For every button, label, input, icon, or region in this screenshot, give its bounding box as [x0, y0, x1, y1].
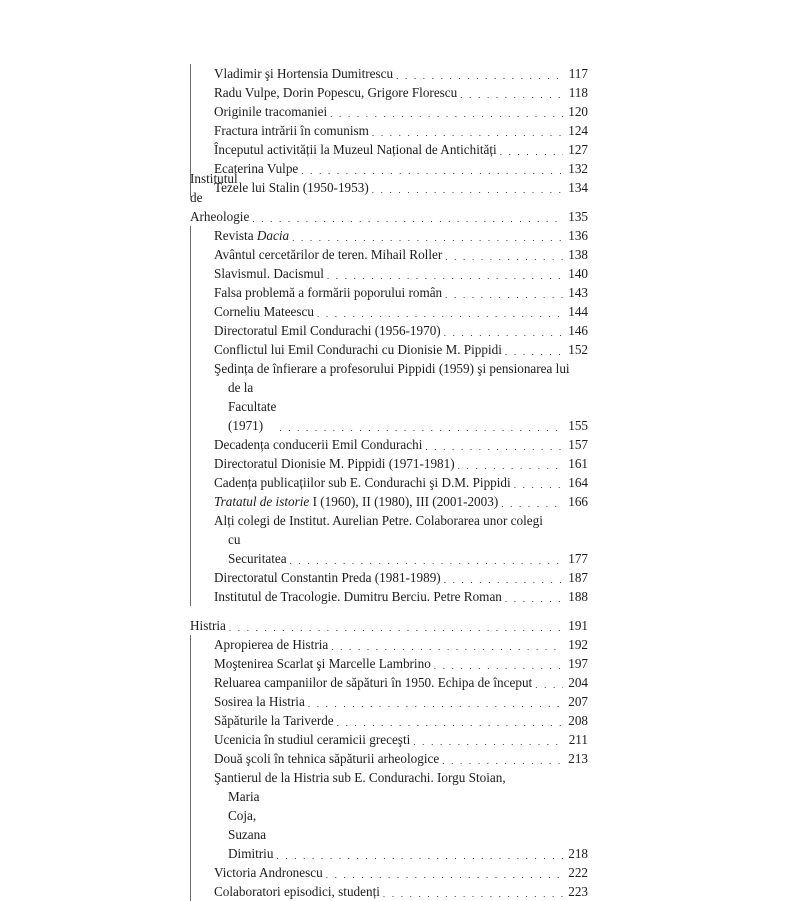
toc-page-number: 146	[568, 323, 588, 338]
toc-entry-title	[214, 635, 328, 654]
toc-entry-title-line: Directoratul Constantin Preda (1981-1989)	[214, 570, 441, 585]
dot-leader	[458, 463, 563, 469]
toc-entry-title-line: Radu Vulpe, Dorin Popescu, Grigore Florescu	[214, 85, 458, 100]
dot-leader	[505, 596, 563, 602]
title-rest: I (1960), II (1980), III (2001-2003)	[309, 494, 499, 509]
toc-page-number: 166	[568, 494, 588, 509]
toc-entry[interactable]	[214, 768, 588, 863]
toc-page-number: 161	[568, 456, 588, 471]
toc-entry-title-line: Reluarea campaniilor de săpături în 1950. Echipa de început	[214, 675, 533, 690]
toc-entry[interactable]	[214, 359, 588, 435]
toc-entry-title	[214, 711, 334, 730]
toc-entry-title-line: Şedința de înfierare a profesorului Pippidi (1959) şi pensionarea lui	[214, 361, 570, 376]
toc-entry-title	[214, 692, 305, 711]
toc-page-number: 207	[568, 694, 588, 709]
toc-page-number: 177	[568, 551, 588, 566]
toc-entry-title-line	[214, 492, 498, 511]
dot-leader	[514, 482, 563, 488]
toc-entry-title-line: Slavismul. Dacismul	[214, 266, 324, 281]
toc-entry[interactable]	[214, 749, 588, 768]
toc-page-number: 223	[568, 884, 588, 899]
toc-group-3	[190, 635, 588, 901]
toc-entry[interactable]	[214, 568, 588, 587]
toc-page-number: 204	[568, 675, 588, 690]
dot-leader	[327, 273, 563, 279]
toc-page-number: 143	[568, 285, 588, 300]
toc-entry-title	[214, 473, 511, 492]
toc-entry-title-line: Originile tracomaniei	[214, 104, 328, 119]
dot-leader	[372, 130, 563, 136]
dot-leader	[279, 425, 563, 431]
toc-entry[interactable]	[214, 245, 588, 264]
dot-leader	[500, 149, 563, 155]
toc-entry[interactable]	[214, 140, 588, 159]
toc-page-number: 187	[568, 570, 588, 585]
toc-page-number: 188	[568, 589, 588, 604]
toc-group-2	[190, 226, 588, 606]
toc-entry-title-line: Avântul cercetărilor de teren. Mihail Roller	[214, 247, 443, 262]
dot-leader	[505, 349, 563, 355]
toc-section-title: Institutul de Arheologie	[190, 171, 250, 224]
toc-entry[interactable]	[214, 863, 588, 882]
toc-entry-title	[214, 492, 498, 511]
toc-entry[interactable]	[214, 340, 588, 359]
toc-entry-title-line: Săpăturile la Tariverde	[214, 713, 334, 728]
toc-entry-title-line	[214, 226, 289, 245]
table-of-contents	[190, 64, 588, 901]
dot-leader	[413, 739, 563, 745]
title-prefix: Revista	[214, 228, 257, 243]
toc-entry[interactable]	[214, 264, 588, 283]
dot-leader	[337, 720, 563, 726]
toc-entry-title-line: Directoratul Emil Condurachi (1956-1970)	[214, 323, 441, 338]
toc-entry[interactable]	[214, 654, 588, 673]
toc-entry-title	[214, 245, 442, 264]
toc-page-number: 132	[568, 161, 588, 176]
toc-entry-title-line: Cadența publicațiilor sub E. Condurachi şi D.M. Pippidi	[214, 475, 511, 490]
toc-entry-title	[214, 863, 323, 882]
toc-entry-title-continuation: Maria Coja, Suzana Dimitriu	[228, 789, 274, 861]
toc-entry-title-line: Victoria Andronescu	[214, 865, 323, 880]
toc-page-number: 117	[568, 66, 588, 81]
toc-page-number: 136	[568, 228, 588, 243]
toc-entry[interactable]	[214, 321, 588, 340]
dot-leader	[326, 872, 563, 878]
toc-entry-title	[214, 121, 369, 140]
toc-page-number: 213	[568, 751, 588, 766]
toc-page-number: 138	[568, 247, 588, 262]
toc-entry[interactable]	[214, 711, 588, 730]
toc-page-number: 134	[568, 180, 588, 195]
toc-entry-title-line: Începutul activității la Muzeul Național de Antichități	[214, 142, 497, 157]
toc-page-number: 192	[568, 637, 588, 652]
dot-leader	[535, 682, 563, 688]
dot-leader	[434, 663, 563, 669]
dot-leader	[383, 891, 563, 897]
dot-leader	[460, 92, 563, 98]
italic-title: Dacia	[256, 228, 290, 243]
toc-entry-title-line: Şantierul de la Histria sub E. Condurachi. Iorgu Stoian,	[214, 770, 506, 785]
toc-entry[interactable]	[214, 226, 588, 245]
toc-entry-title-line: Conflictul lui Emil Condurachi cu Dionisie M. Pippidi	[214, 342, 502, 357]
toc-page-number: 144	[568, 304, 588, 319]
toc-page-number: 124	[568, 123, 588, 138]
dot-leader	[331, 644, 563, 650]
dot-leader	[292, 235, 563, 241]
toc-entry-title-line: Institutul de Tracologie. Dumitru Berciu. Petre Roman	[214, 589, 502, 604]
toc-entry-title-line: Falsa problemă a formării poporului român	[214, 285, 443, 300]
dot-leader	[501, 501, 563, 507]
toc-entry[interactable]	[214, 283, 588, 302]
dot-leader	[425, 444, 563, 450]
toc-entry-title	[214, 321, 441, 340]
dot-leader	[444, 330, 563, 336]
toc-page-number: 222	[568, 865, 588, 880]
toc-entry[interactable]	[214, 302, 588, 321]
dot-leader	[445, 292, 563, 298]
toc-entry-title	[214, 730, 410, 749]
toc-page-number: 140	[568, 266, 588, 281]
toc-entry-title	[214, 64, 393, 83]
italic-title: Tratatul de istorie	[214, 494, 310, 509]
toc-entry-title-continuation: cu Securitatea	[228, 532, 287, 566]
toc-entry-title	[214, 673, 532, 692]
toc-entry[interactable]	[214, 492, 588, 511]
toc-entry-title	[214, 882, 380, 901]
toc-entry-title-line: Directoratul Dionisie M. Pippidi (1971-1981)	[214, 456, 455, 471]
toc-entry[interactable]	[214, 83, 588, 102]
toc-entry-title-line: Fractura intrării în comunism	[214, 123, 369, 138]
dot-leader	[317, 311, 563, 317]
toc-entry-title	[214, 568, 441, 587]
dot-leader	[396, 73, 563, 79]
toc-entry[interactable]	[214, 882, 588, 901]
toc-entry[interactable]	[214, 473, 588, 492]
toc-entry[interactable]	[214, 635, 588, 654]
toc-entry-title	[214, 749, 439, 768]
toc-page-number: 164	[568, 475, 588, 490]
toc-entry-title-line: Apropierea de Histria	[214, 637, 329, 652]
toc-entry-title	[214, 587, 502, 606]
toc-entry[interactable]	[214, 435, 588, 454]
toc-section-histria[interactable]	[190, 616, 588, 635]
toc-entry[interactable]	[214, 587, 588, 606]
toc-entry-title-line: Două şcoli în tehnica săpăturii arheologice	[214, 751, 440, 766]
toc-page-number: 155	[568, 418, 588, 433]
dot-leader	[252, 216, 563, 222]
toc-entry-title	[214, 654, 431, 673]
toc-entry-title-line: Tezele lui Stalin (1950-1953)	[214, 180, 369, 195]
toc-section-title: Histria	[190, 618, 226, 633]
toc-page-number: 127	[568, 142, 588, 157]
toc-entry-title	[214, 454, 455, 473]
toc-page-number: 120	[568, 104, 588, 119]
toc-page-number: 211	[568, 732, 588, 747]
toc-entry-title-line: Ecaterina Vulpe	[214, 161, 299, 176]
dot-leader	[229, 625, 563, 631]
toc-entry-title-continuation: de la Facultate (1971)	[228, 380, 277, 433]
toc-entry[interactable]	[214, 673, 588, 692]
toc-entry-title	[214, 140, 497, 159]
toc-entry-title-line: Moştenirea Scarlat şi Marcelle Lambrino	[214, 656, 431, 671]
toc-page-number: 135	[568, 209, 588, 224]
toc-entry-title-line: Ucenicia în studiul ceramicii greceşti	[214, 732, 411, 747]
toc-entry[interactable]	[214, 730, 588, 749]
toc-entry-title	[214, 302, 314, 321]
toc-entry-title-line: Alți colegi de Institut. Aurelian Petre. Colaborarea unor colegi	[214, 513, 543, 528]
toc-entry-title-line: Vladimir şi Hortensia Dumitrescu	[214, 66, 394, 81]
toc-entry-title	[214, 283, 442, 302]
dot-leader	[330, 111, 563, 117]
dot-leader	[442, 758, 563, 764]
toc-entry-title	[214, 340, 502, 359]
toc-entry[interactable]	[214, 121, 588, 140]
toc-entry-title	[214, 264, 324, 283]
dot-leader	[445, 254, 563, 260]
toc-entry[interactable]	[214, 454, 588, 473]
toc-entry-title-line: Decadența conducerii Emil Condurachi	[214, 437, 423, 452]
toc-entry[interactable]	[214, 511, 588, 568]
toc-page-number: 191	[568, 618, 588, 633]
toc-entry-title-line: Corneliu Mateescu	[214, 304, 314, 319]
toc-entry-title	[214, 435, 422, 454]
toc-page-number: 197	[568, 656, 588, 671]
toc-entry-title	[214, 83, 457, 102]
toc-page-number: 152	[568, 342, 588, 357]
dot-leader	[290, 558, 563, 564]
toc-page-number: 218	[568, 846, 588, 861]
dot-leader	[444, 577, 563, 583]
toc-entry-title-line: Colaboratori episodici, studenți	[214, 884, 380, 899]
toc-entry[interactable]	[214, 64, 588, 83]
toc-page-number: 118	[568, 85, 588, 100]
toc-page-number: 157	[568, 437, 588, 452]
dot-leader	[276, 853, 563, 859]
dot-leader	[308, 701, 563, 707]
toc-entry[interactable]	[214, 102, 588, 121]
toc-page-number: 208	[568, 713, 588, 728]
toc-entry-title	[214, 102, 327, 121]
toc-entry-title	[214, 226, 289, 245]
toc-entry[interactable]	[214, 692, 588, 711]
toc-entry-title-line: Sosirea la Histria	[214, 694, 305, 709]
